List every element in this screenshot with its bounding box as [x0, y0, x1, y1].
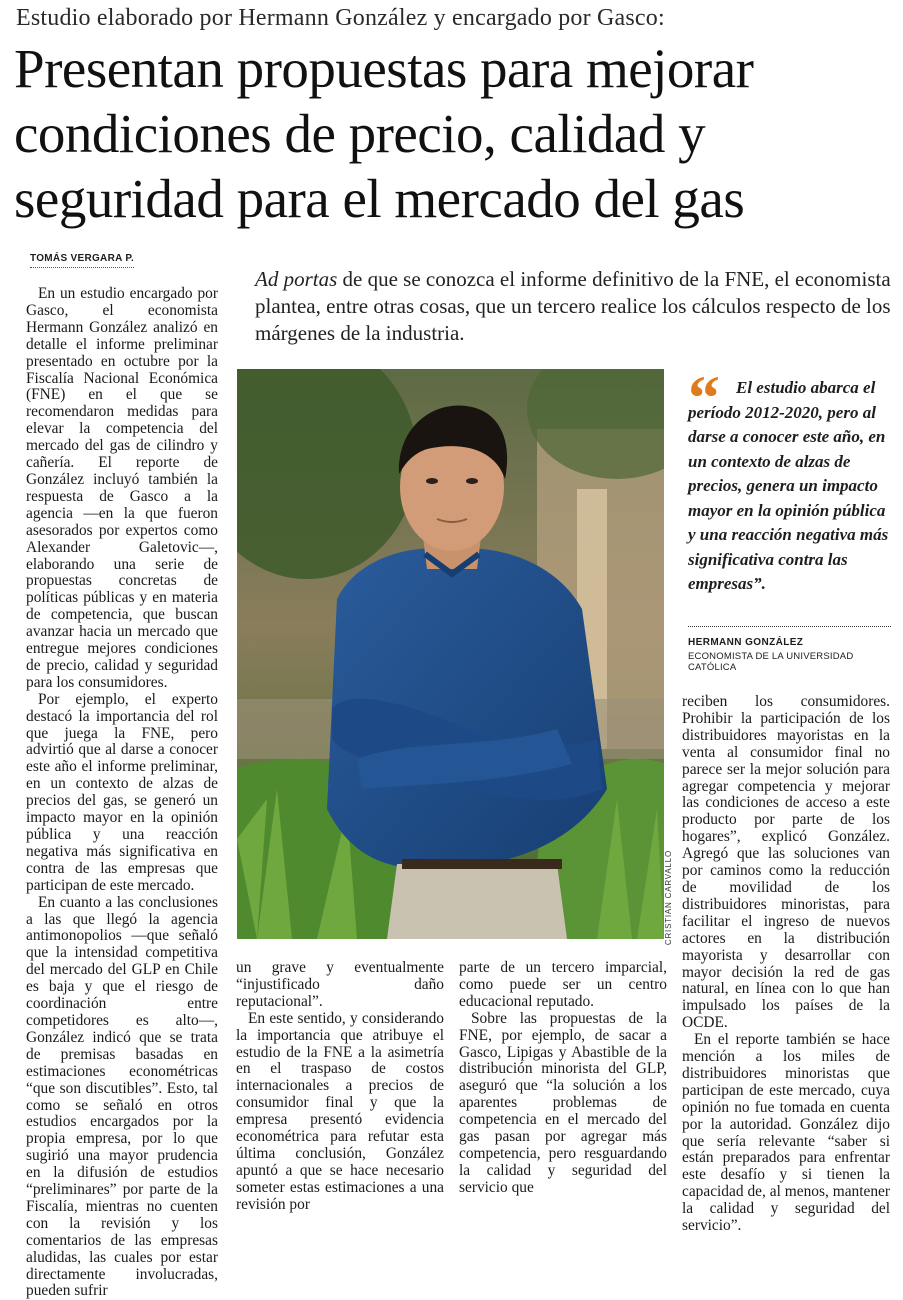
article-lead	[255, 266, 895, 347]
paragraph: Sobre las propuestas de la FNE, por ejemplo, de sacar a Gasco, Lipigas y Abastible de la distribución minorista del GLP, aseguró que “la solución a los aparentes problemas de competencia en el mercado del gas pasan por agregar más competencia, pero resguardando la calidad y seguridad del servicio que	[459, 1009, 667, 1196]
pull-quote-text: El estudio abarca el período 2012-2020, pero al darse a conocer este año, en un contexto de alzas de precios, genera un impacto mayor en la opinión pública y	[688, 378, 886, 544]
pull-quote	[688, 376, 893, 597]
body-column-3	[459, 960, 667, 1197]
article-kicker: Estudio elaborado por Hermann González y encargado por Gasco:	[16, 5, 665, 31]
paragraph: parte de un tercero imparcial, como puede ser un centro educacional reputado.	[459, 959, 667, 1010]
article-headline: Presentan propuestas para mejorar condiciones de precio, calidad y seguridad para el mercado del gas	[14, 38, 754, 229]
body-column-4	[682, 694, 890, 1235]
paragraph: un grave y eventualmente “injustificado daño reputacional”.	[236, 959, 444, 1010]
pull-quote-emphasis: una reacción negativa más significativa contra las empresas	[688, 525, 889, 593]
quote-author-role: ECONOMISTA DE LA UNIVERSIDAD CATÓLICA	[688, 651, 854, 673]
paragraph: En un estudio encargado por Gasco, el economista Hermann González analizó en detalle el informe preliminar presentado en octubre por la Fiscalía Nacional Económica (FNE) en el que se recomendaron medidas para elevar la competencia del mercado del gas de cilindro y cañería. El reporte de González incluyó también la respuesta de Gasco a la agencia —en la que fueron asesorados por expertos como Alexander Galetovic—, elaborando una serie de propuestas concretas de políticas públicas y en materia de competencia, que buscan avanzar hacia un mercado que entregue mejores condiciones de precio, calidad y seguridad para los consumidores.	[26, 285, 218, 691]
paragraph: reciben los consumidores. Prohibir la participación de los distribuidores mayoristas en la venta al consumidor final no parece ser la mejor solución para agregar competencia y mejorar las condiciones de acceso a este producto por parte de los hogares”, explicó González. Agregó que las soluciones van por caminos como la reducción de movilidad de los distribuidores minoristas, para facilitar el ingreso de nuevos actores en la distribución mayorista y desarrollar con mayor decisión la red de gas natural, en línea con lo que han impulsado los países de la OCDE.	[682, 693, 890, 1032]
byline: TOMÁS VERGARA P.	[30, 253, 134, 268]
photo-credit: CRISTIAN CARVALLO	[664, 850, 673, 946]
quote-mark-icon: “	[688, 362, 720, 433]
quote-author: HERMANN GONZÁLEZ	[688, 637, 804, 648]
lead-italic: Ad portas	[255, 267, 338, 291]
paragraph: Por ejemplo, el experto destacó la importancia del rol que juega la FNE, pero advirtió que al darse a conocer este año el informe preliminar, en un contexto de alzas de precios del gas, se generó un impacto mayor en la opinión pública y una reacción negativa más significativa en contra de las empresas que participan de este mercado.	[26, 690, 218, 894]
paragraph: En el reporte también se hace mención a los miles de distribuidores minoristas que participan de este mercado, cuya opinión no fue tomada en cuenta por la autoridad. González dijo que sería relevante “saber si están preparados para enfrentar este desafío y si tienen la capacidad de, al menos, mantener la calidad y seguridad del servicio”.	[682, 1031, 890, 1235]
body-column-1	[26, 286, 218, 1300]
quote-divider	[688, 626, 891, 627]
portrait-photo	[237, 369, 664, 939]
paragraph: En cuanto a las conclusiones a las que llegó la agencia antimonopolios —que señaló que la intensidad competitiva del mercado del GLP en Chile es baja y que el riesgo de coordinación entre competidores es alto—, González indicó que se trata de premisas basadas en estimaciones econométricas “que son discutibles”. Esto, tal como se señaló en otros estudios encargados por la propia empresa, por lo que sugirió una mayor prudencia en la difusión de estudios “preliminares” por parte de la Fiscalía, mientras no cuenten con la revisión y los comentarios de las empresas aludidas, las cuales por estar directamente involucradas, pueden sufrir	[26, 893, 218, 1300]
pull-quote-end: ”.	[753, 574, 766, 593]
body-column-2	[236, 960, 444, 1214]
paragraph: En este sentido, y considerando la importancia que atribuye el estudio de la FNE a la asimetría en el traspaso de costos internacionales a precios de consumidor final y que la empresa presentó evidencia econométrica para refutar esta última conclusión, González apuntó a que se hace necesario someter estas estimaciones a una revisión por	[236, 1009, 444, 1213]
lead-text: de que se conozca el informe definitivo de la FNE, el economista plantea, entre otras cosas, que un tercero realice los cálculos respecto de los márgenes de la industria.	[255, 267, 891, 345]
